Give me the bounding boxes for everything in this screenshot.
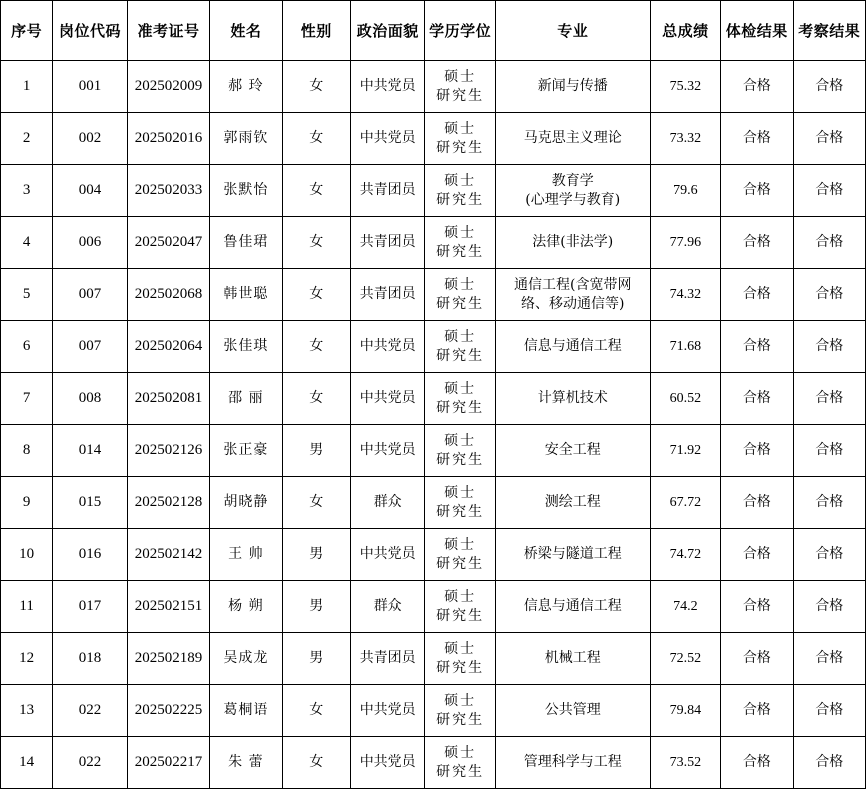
- cell-education: [425, 373, 495, 425]
- cell-total-score: 79.84: [650, 685, 720, 737]
- cell-major-text: 通信工程(含宽带网络、移动通信等): [514, 276, 632, 312]
- cell-education: [425, 321, 495, 373]
- cell-gender: 女: [282, 269, 350, 321]
- cell-seq: 1: [1, 61, 53, 113]
- cell-exam-number: 202502189: [127, 633, 209, 685]
- header-political-status: 政治面貌: [350, 1, 424, 61]
- cell-degree: 硕士: [444, 68, 477, 85]
- cell-gender: 男: [282, 529, 350, 581]
- cell-gender: 女: [282, 217, 350, 269]
- cell-seq: 11: [1, 581, 53, 633]
- cell-name: 张默怡: [210, 165, 282, 217]
- cell-total-score: 72.52: [650, 633, 720, 685]
- cell-political-status: 中共党员: [350, 113, 424, 165]
- cell-gender: 女: [282, 373, 350, 425]
- cell-degree: 硕士: [444, 172, 477, 189]
- cell-degree: 硕士: [444, 276, 477, 293]
- cell-position-code: 018: [53, 633, 127, 685]
- cell-total-score: 67.72: [650, 477, 720, 529]
- cell-physical-result: 合格: [721, 269, 793, 321]
- header-seq: 序号: [1, 1, 53, 61]
- cell-education-level: 研究生: [436, 711, 485, 728]
- cell-name: 张正豪: [210, 425, 282, 477]
- cell-political-status: 中共党员: [350, 737, 424, 789]
- cell-inspection-result: 合格: [793, 477, 865, 529]
- cell-total-score: 60.52: [650, 373, 720, 425]
- table-row: [1, 321, 866, 373]
- cell-education-level: 研究生: [436, 191, 485, 208]
- cell-position-code: 016: [53, 529, 127, 581]
- cell-political-status: 共青团员: [350, 217, 424, 269]
- cell-education: [425, 269, 495, 321]
- cell-education: [425, 425, 495, 477]
- cell-exam-number: 202502016: [127, 113, 209, 165]
- cell-total-score: 77.96: [650, 217, 720, 269]
- cell-education: [425, 633, 495, 685]
- table-row: [1, 217, 866, 269]
- cell-gender: 女: [282, 61, 350, 113]
- cell-major-text: 教育学 (心理学与教育): [525, 172, 621, 208]
- header-row: [1, 1, 866, 61]
- cell-major: [495, 113, 650, 165]
- cell-gender: 女: [282, 321, 350, 373]
- cell-education: [425, 113, 495, 165]
- cell-gender: 女: [282, 113, 350, 165]
- cell-degree: 硕士: [444, 328, 477, 345]
- cell-seq: 6: [1, 321, 53, 373]
- cell-education-level: 研究生: [436, 451, 485, 468]
- table-body: [1, 61, 866, 789]
- cell-physical-result: 合格: [721, 165, 793, 217]
- cell-name: 吴成龙: [210, 633, 282, 685]
- cell-seq: 7: [1, 373, 53, 425]
- cell-name: 郝 玲: [210, 61, 282, 113]
- cell-education-level: 研究生: [436, 139, 485, 156]
- header-total-score: 总成绩: [650, 1, 720, 61]
- cell-major-text: 桥梁与隧道工程: [523, 546, 622, 562]
- cell-gender: 男: [282, 581, 350, 633]
- cell-position-code: 007: [53, 321, 127, 373]
- cell-political-status: 群众: [350, 477, 424, 529]
- cell-degree: 硕士: [444, 120, 477, 137]
- cell-inspection-result: 合格: [793, 737, 865, 789]
- cell-education: [425, 217, 495, 269]
- cell-education-level: 研究生: [436, 295, 485, 312]
- cell-total-score: 74.32: [650, 269, 720, 321]
- cell-degree: 硕士: [444, 224, 477, 241]
- cell-name: 邵 丽: [210, 373, 282, 425]
- cell-position-code: 007: [53, 269, 127, 321]
- cell-position-code: 006: [53, 217, 127, 269]
- cell-education: [425, 477, 495, 529]
- cell-major-text: 管理科学与工程: [523, 754, 622, 770]
- header-inspection-result: 考察结果: [793, 1, 865, 61]
- cell-position-code: 001: [53, 61, 127, 113]
- cell-education-level: 研究生: [436, 347, 485, 364]
- cell-degree: 硕士: [444, 588, 477, 605]
- cell-exam-number: 202502068: [127, 269, 209, 321]
- cell-gender: 女: [282, 165, 350, 217]
- cell-physical-result: 合格: [721, 373, 793, 425]
- cell-education-level: 研究生: [436, 763, 485, 780]
- cell-political-status: 共青团员: [350, 633, 424, 685]
- cell-name: 鲁佳珺: [210, 217, 282, 269]
- cell-exam-number: 202502151: [127, 581, 209, 633]
- cell-inspection-result: 合格: [793, 321, 865, 373]
- table-row: [1, 61, 866, 113]
- cell-position-code: 015: [53, 477, 127, 529]
- cell-name: 郭雨钦: [210, 113, 282, 165]
- cell-exam-number: 202502128: [127, 477, 209, 529]
- cell-total-score: 71.68: [650, 321, 720, 373]
- cell-major: [495, 425, 650, 477]
- cell-major-text: 公共管理: [544, 702, 601, 718]
- cell-gender: 男: [282, 425, 350, 477]
- cell-exam-number: 202502064: [127, 321, 209, 373]
- cell-position-code: 017: [53, 581, 127, 633]
- cell-major-text: 信息与通信工程: [523, 598, 622, 614]
- cell-total-score: 71.92: [650, 425, 720, 477]
- cell-physical-result: 合格: [721, 633, 793, 685]
- cell-gender: 女: [282, 477, 350, 529]
- cell-education: [425, 581, 495, 633]
- cell-physical-result: 合格: [721, 529, 793, 581]
- cell-education-level: 研究生: [436, 555, 485, 572]
- cell-seq: 3: [1, 165, 53, 217]
- cell-education: [425, 165, 495, 217]
- cell-exam-number: 202502047: [127, 217, 209, 269]
- cell-political-status: 群众: [350, 581, 424, 633]
- cell-major-text: 测绘工程: [544, 494, 601, 510]
- cell-education-level: 研究生: [436, 87, 485, 104]
- header-name: 姓名: [210, 1, 282, 61]
- cell-major: [495, 373, 650, 425]
- cell-education: [425, 61, 495, 113]
- table-row: [1, 373, 866, 425]
- cell-inspection-result: 合格: [793, 529, 865, 581]
- cell-seq: 12: [1, 633, 53, 685]
- table-row: [1, 529, 866, 581]
- table-header: [1, 1, 866, 61]
- cell-degree: 硕士: [444, 380, 477, 397]
- cell-name: 葛桐语: [210, 685, 282, 737]
- header-exam-number: 准考证号: [127, 1, 209, 61]
- cell-position-code: 002: [53, 113, 127, 165]
- cell-major: [495, 321, 650, 373]
- cell-physical-result: 合格: [721, 113, 793, 165]
- cell-physical-result: 合格: [721, 217, 793, 269]
- cell-total-score: 73.52: [650, 737, 720, 789]
- table-row: [1, 477, 866, 529]
- cell-physical-result: 合格: [721, 581, 793, 633]
- cell-total-score: 74.72: [650, 529, 720, 581]
- cell-major: [495, 685, 650, 737]
- cell-political-status: 中共党员: [350, 373, 424, 425]
- cell-education-level: 研究生: [436, 399, 485, 416]
- cell-major: [495, 529, 650, 581]
- cell-inspection-result: 合格: [793, 581, 865, 633]
- header-gender: 性别: [282, 1, 350, 61]
- cell-seq: 9: [1, 477, 53, 529]
- table-row: [1, 113, 866, 165]
- cell-physical-result: 合格: [721, 477, 793, 529]
- cell-major: [495, 737, 650, 789]
- cell-education: [425, 529, 495, 581]
- cell-degree: 硕士: [444, 640, 477, 657]
- table-row: [1, 737, 866, 789]
- cell-total-score: 79.6: [650, 165, 720, 217]
- cell-physical-result: 合格: [721, 321, 793, 373]
- cell-political-status: 中共党员: [350, 685, 424, 737]
- cell-position-code: 022: [53, 685, 127, 737]
- cell-major-text: 马克思主义理论: [523, 130, 622, 146]
- cell-inspection-result: 合格: [793, 373, 865, 425]
- cell-major: [495, 269, 650, 321]
- cell-degree: 硕士: [444, 484, 477, 501]
- cell-exam-number: 202502142: [127, 529, 209, 581]
- cell-degree: 硕士: [444, 432, 477, 449]
- cell-exam-number: 202502081: [127, 373, 209, 425]
- cell-education: [425, 737, 495, 789]
- cell-seq: 14: [1, 737, 53, 789]
- cell-physical-result: 合格: [721, 737, 793, 789]
- cell-name: 朱 蕾: [210, 737, 282, 789]
- cell-major: [495, 477, 650, 529]
- cell-inspection-result: 合格: [793, 685, 865, 737]
- cell-name: 胡晓静: [210, 477, 282, 529]
- cell-seq: 8: [1, 425, 53, 477]
- cell-position-code: 014: [53, 425, 127, 477]
- cell-political-status: 中共党员: [350, 321, 424, 373]
- header-physical-result: 体检结果: [721, 1, 793, 61]
- cell-seq: 2: [1, 113, 53, 165]
- table-row: [1, 685, 866, 737]
- cell-inspection-result: 合格: [793, 113, 865, 165]
- cell-major-text: 安全工程: [544, 442, 601, 458]
- cell-seq: 13: [1, 685, 53, 737]
- cell-political-status: 中共党员: [350, 61, 424, 113]
- cell-gender: 男: [282, 633, 350, 685]
- cell-major-text: 法律(非法学): [532, 234, 614, 250]
- header-major: 专业: [495, 1, 650, 61]
- cell-major: [495, 217, 650, 269]
- cell-seq: 10: [1, 529, 53, 581]
- cell-name: 韩世聪: [210, 269, 282, 321]
- table-row: [1, 425, 866, 477]
- cell-major-text: 信息与通信工程: [523, 338, 622, 354]
- cell-inspection-result: 合格: [793, 61, 865, 113]
- cell-major: [495, 633, 650, 685]
- header-education: 学历学位: [425, 1, 495, 61]
- cell-degree: 硕士: [444, 744, 477, 761]
- cell-political-status: 共青团员: [350, 269, 424, 321]
- table-row: [1, 581, 866, 633]
- cell-position-code: 022: [53, 737, 127, 789]
- cell-inspection-result: 合格: [793, 269, 865, 321]
- cell-education: [425, 685, 495, 737]
- cell-seq: 4: [1, 217, 53, 269]
- cell-seq: 5: [1, 269, 53, 321]
- cell-political-status: 中共党员: [350, 529, 424, 581]
- cell-exam-number: 202502009: [127, 61, 209, 113]
- cell-physical-result: 合格: [721, 425, 793, 477]
- cell-inspection-result: 合格: [793, 217, 865, 269]
- cell-position-code: 004: [53, 165, 127, 217]
- cell-major: [495, 581, 650, 633]
- header-position-code: 岗位代码: [53, 1, 127, 61]
- cell-major: [495, 165, 650, 217]
- cell-education-level: 研究生: [436, 243, 485, 260]
- cell-name: 王 帅: [210, 529, 282, 581]
- cell-degree: 硕士: [444, 536, 477, 553]
- cell-total-score: 74.2: [650, 581, 720, 633]
- cell-education-level: 研究生: [436, 607, 485, 624]
- cell-exam-number: 202502033: [127, 165, 209, 217]
- cell-degree: 硕士: [444, 692, 477, 709]
- cell-physical-result: 合格: [721, 685, 793, 737]
- table-row: [1, 633, 866, 685]
- cell-total-score: 73.32: [650, 113, 720, 165]
- cell-inspection-result: 合格: [793, 633, 865, 685]
- cell-exam-number: 202502126: [127, 425, 209, 477]
- cell-major-text: 新闻与传播: [537, 78, 608, 94]
- cell-position-code: 008: [53, 373, 127, 425]
- table-row: [1, 165, 866, 217]
- cell-major-text: 机械工程: [544, 650, 601, 666]
- cell-inspection-result: 合格: [793, 165, 865, 217]
- cell-education-level: 研究生: [436, 659, 485, 676]
- cell-education-level: 研究生: [436, 503, 485, 520]
- cell-physical-result: 合格: [721, 61, 793, 113]
- cell-political-status: 共青团员: [350, 165, 424, 217]
- cell-gender: 女: [282, 737, 350, 789]
- cell-name: 张佳琪: [210, 321, 282, 373]
- cell-major-text: 计算机技术: [537, 390, 608, 406]
- cell-gender: 女: [282, 685, 350, 737]
- cell-total-score: 75.32: [650, 61, 720, 113]
- cell-major: [495, 61, 650, 113]
- cell-political-status: 中共党员: [350, 425, 424, 477]
- cell-inspection-result: 合格: [793, 425, 865, 477]
- cell-name: 杨 朔: [210, 581, 282, 633]
- cell-exam-number: 202502225: [127, 685, 209, 737]
- table-row: [1, 269, 866, 321]
- cell-exam-number: 202502217: [127, 737, 209, 789]
